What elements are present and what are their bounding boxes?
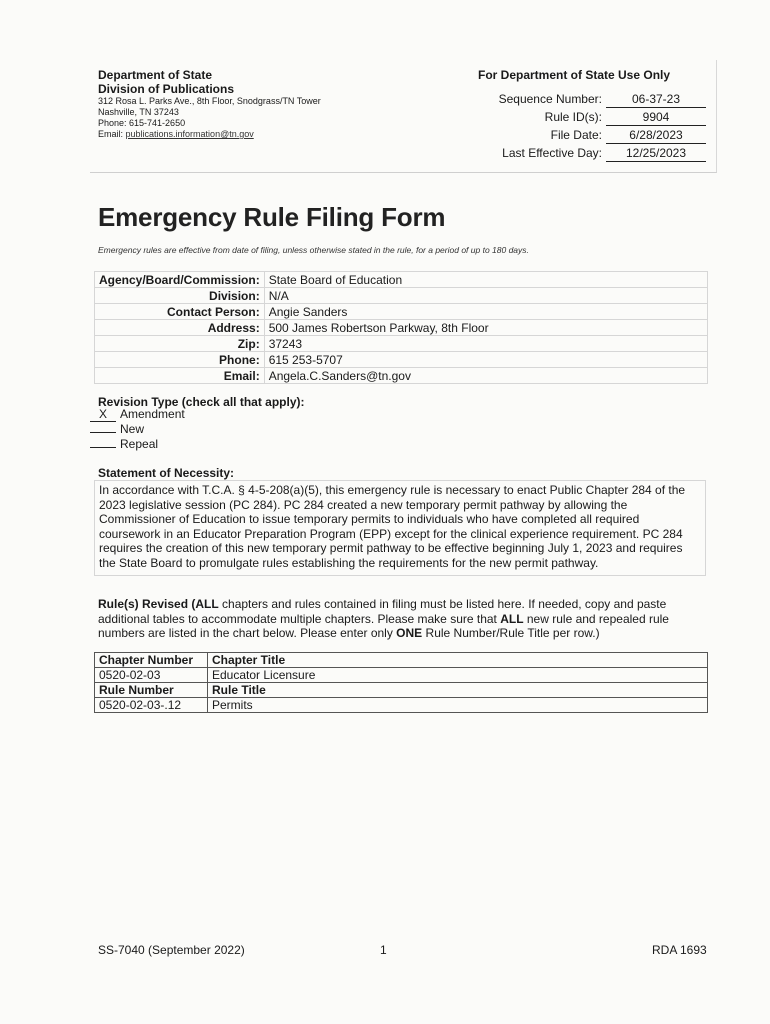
revision-type-title: Revision Type (check all that apply): (98, 395, 305, 409)
statement-title: Statement of Necessity: (98, 466, 235, 480)
phone-label: Phone: (95, 352, 265, 368)
rule-title-cell: Permits (208, 698, 708, 713)
state-use-only (478, 68, 714, 160)
footer-form-id: SS-7040 (September 2022) (98, 943, 245, 957)
table-row (95, 336, 708, 352)
table-row (95, 352, 708, 368)
field-value: 12/25/2023 (606, 146, 706, 162)
revision-label: Amendment (120, 407, 185, 421)
chapter-number-cell: 0520-02-03 (95, 668, 208, 683)
chapter-title-cell: Educator Licensure (208, 668, 708, 683)
contact-value: Angie Sanders (264, 304, 707, 320)
field-label: File Date: (550, 128, 602, 142)
dept-email-line (98, 129, 468, 140)
table-row (95, 288, 708, 304)
footer-rda: RDA 1693 (652, 943, 707, 957)
division-label: Division: (95, 288, 265, 304)
header-box (90, 60, 717, 173)
agency-info-table (94, 271, 708, 384)
table-row (95, 304, 708, 320)
footer-page-number: 1 (380, 943, 387, 957)
effective-note: Emergency rules are effective from date of filing, unless otherwise stated in the rule, for a period of up to 180 days. (98, 245, 529, 255)
revision-checkmark[interactable] (90, 432, 116, 433)
dept-name: Department of State (98, 68, 213, 82)
table-row (95, 320, 708, 336)
table-row (95, 653, 708, 668)
chapter-title-header: Chapter Title (208, 653, 708, 668)
chapter-number-header: Chapter Number (95, 653, 208, 668)
revised-text: new rule and repealed rule numbers are listed in the chart below. Please enter only (98, 611, 669, 640)
field-value: 9904 (606, 110, 706, 126)
field-label: Last Effective Day: (502, 146, 602, 160)
zip-value: 37243 (264, 336, 707, 352)
file-date-field (478, 128, 714, 144)
email-label: Email: (98, 129, 126, 139)
table-row (95, 668, 708, 683)
revised-text-bold: ALL (195, 597, 219, 611)
revised-text-bold: ALL (500, 611, 524, 626)
division-value: N/A (264, 288, 707, 304)
revision-checkmark[interactable]: X (90, 407, 116, 422)
revised-text: Rule Number/Rule Title per row.) (422, 626, 600, 640)
revised-text: chapters and rules contained in filing must be listed here. If needed, copy and paste additional tables to accommodate multiple chapters. Please make sure that (98, 597, 667, 626)
publications-contact (98, 68, 468, 140)
field-value: 06-37-23 (606, 92, 706, 108)
agency-label: Agency/Board/Commission: (95, 272, 265, 288)
email-label: Email: (95, 368, 265, 384)
dept-city: Nashville, TN 37243 (98, 107, 179, 117)
rules-revised-instructions (98, 597, 706, 641)
revision-repeal[interactable] (90, 437, 158, 452)
revised-text-bold: ONE (396, 626, 423, 640)
statement-text: In accordance with T.C.A. § 4-5-208(a)(5), this emergency rule is necessary to enact Public Chapter 284 of the 2023 legislative session (PC 284). PC 284 created a new temporary permit pathway by allowing the Commissioner of Education to issue temporary permits to individuals who have completed all required coursework in an Educator Preparation Program (EPP) except for the clinical experience requirement. PC 284 requires the creation of this new temporary permit pathway to be effective beginning July 1, 2023 and requires the State Board to promulgate rules establishing the requirements for the new permit pathway. (94, 480, 706, 576)
revision-amendment[interactable] (90, 407, 185, 422)
revised-text-bold: Rule(s) Revised ( (98, 597, 196, 611)
division-name: Division of Publications (98, 82, 235, 96)
table-row (95, 683, 708, 698)
phone-value: 615 253-5707 (264, 352, 707, 368)
last-effective-day-field (478, 146, 714, 162)
revision-label: Repeal (120, 437, 159, 451)
table-row (95, 272, 708, 288)
email-value: Angela.C.Sanders@tn.gov (264, 368, 707, 384)
table-row (95, 368, 708, 384)
rule-id-field (478, 110, 714, 126)
rule-title-header: Rule Title (208, 683, 708, 698)
state-use-title: For Department of State Use Only (478, 68, 671, 82)
revision-checkmark[interactable] (90, 447, 116, 448)
field-value: 6/28/2023 (606, 128, 706, 144)
table-row (95, 698, 708, 713)
page-title: Emergency Rule Filing Form (98, 202, 446, 232)
address-value: 500 James Robertson Parkway, 8th Floor (264, 320, 707, 336)
revision-label: New (120, 422, 145, 436)
rules-table (94, 652, 708, 713)
field-label: Rule ID(s): (544, 110, 602, 124)
address-label: Address: (95, 320, 265, 336)
field-label: Sequence Number: (498, 92, 602, 106)
revision-new[interactable] (90, 422, 144, 437)
dept-phone: Phone: 615-741-2650 (98, 118, 186, 128)
contact-label: Contact Person: (95, 304, 265, 320)
sequence-number-field (478, 92, 714, 108)
dept-email-link[interactable]: publications.information@tn.gov (125, 129, 254, 139)
dept-address: 312 Rosa L. Parks Ave., 8th Floor, Snodgrass/TN Tower (98, 96, 321, 106)
rule-number-cell: 0520-02-03-.12 (95, 698, 208, 713)
rule-number-header: Rule Number (95, 683, 208, 698)
zip-label: Zip: (95, 336, 265, 352)
agency-value: State Board of Education (264, 272, 707, 288)
